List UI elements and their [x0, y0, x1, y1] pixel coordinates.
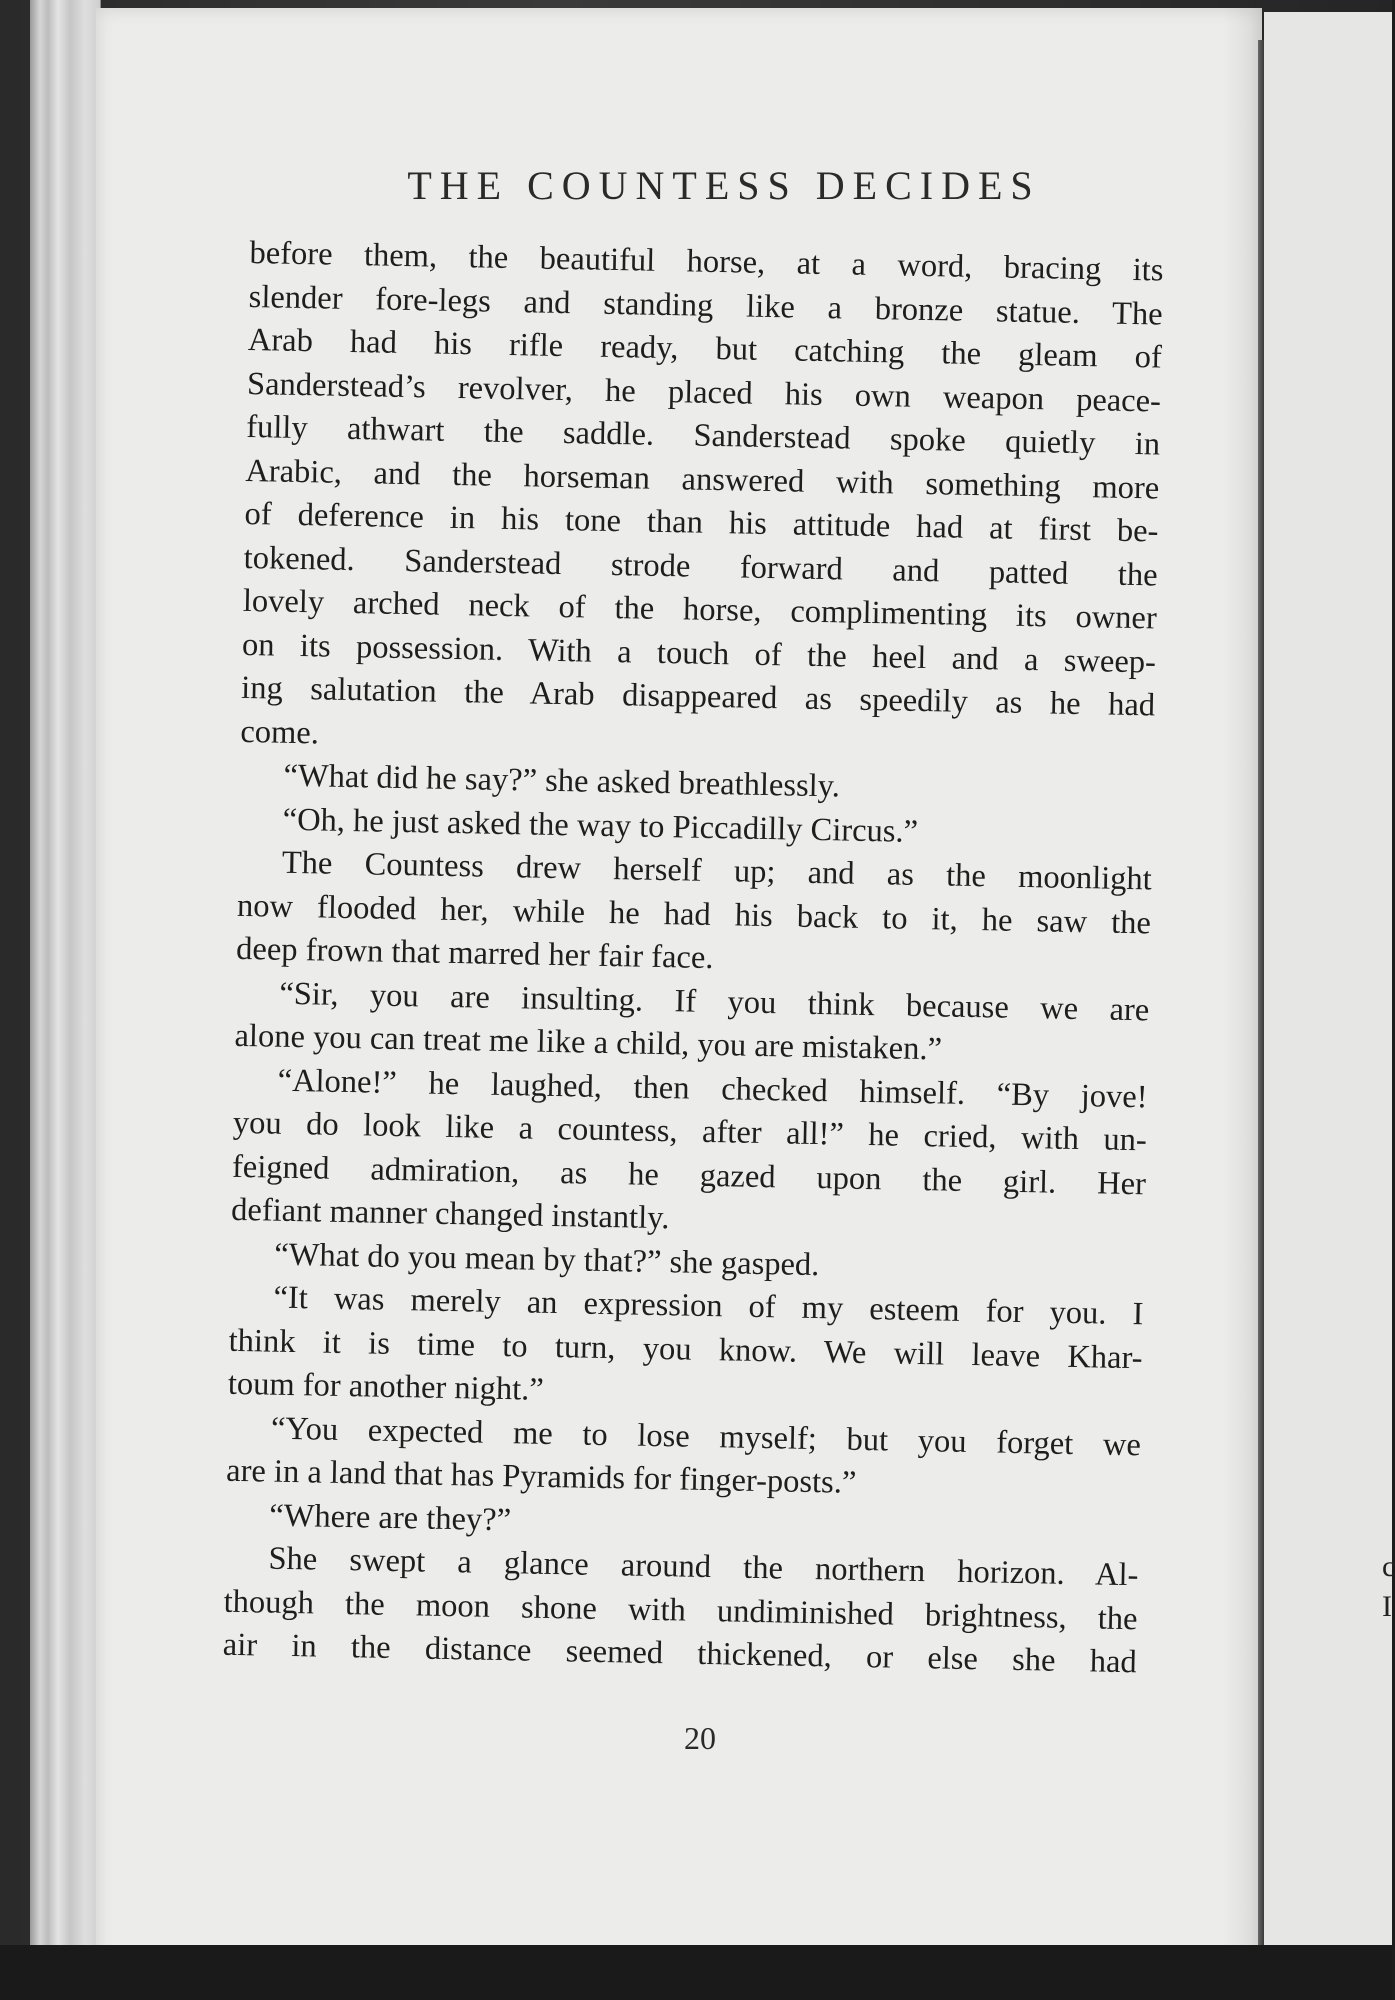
text-line: alone you can treat me like a child, you are mistaken.” — [234, 1017, 943, 1068]
text-line: you do look like a countess, after all!” he cried, with un- — [232, 1104, 1148, 1159]
text-line: on its possession. With a touch of the heel and a sweep- — [241, 626, 1157, 680]
text-line: think it is time to turn, you know. We will leave Khar- — [228, 1322, 1143, 1376]
text-line: “Oh, he just asked the way to Piccadilly Circus.” — [282, 801, 919, 850]
text-line: Arab had his rifle ready, but catching the gleam of — [247, 321, 1163, 376]
text-line: “Sir, you are insulting. If you think because we are — [279, 975, 1150, 1028]
text-line: “What did he say?” she asked breathlessly. — [283, 757, 841, 805]
text-line: are in a land that has Pyramids for finger-posts.” — [225, 1452, 857, 1501]
text-line: tokened. Sanderstead strode forward and patted the — [243, 539, 1158, 593]
text-line: though the moon shone with undiminished brightness, the — [223, 1583, 1138, 1637]
text-line: The Countess drew herself up; and as the moonlight — [281, 844, 1153, 898]
text-line: “You expected me to lose myself; but you forget we — [270, 1410, 1142, 1463]
text-line: come. — [240, 713, 320, 751]
running-head: THE COUNTESS DECIDES — [407, 163, 1041, 208]
text-line: fully athwart the saddle. Sanderstead spoke quietly in — [245, 408, 1161, 463]
book-left-edge — [30, 0, 101, 1945]
text-line: Arabic, and the horseman answered with something more — [245, 452, 1160, 506]
text-line: “What do you mean by that?” she gasped. — [274, 1236, 820, 1283]
text-line: Sanderstead’s revolver, he placed his own weapon peace- — [246, 365, 1162, 420]
text-line: air in the distance seemed thickened, or else she had — [222, 1626, 1138, 1681]
text-line: “Where are they?” — [269, 1497, 512, 1538]
page-body-text — [222, 232, 1163, 1685]
facing-page-edge — [1264, 12, 1395, 1972]
text-line: of deference in his tone than his attitude had at first be- — [244, 495, 1159, 550]
text-line: slender fore-legs and standing like a bronze statue. The — [248, 278, 1163, 333]
page-gutter-shade — [1222, 8, 1262, 1970]
text-line: now flooded her, while he had his back to it, he saw the — [236, 887, 1152, 941]
facing-page-glyph: c — [1382, 1550, 1395, 1583]
text-line: “It was merely an expression of my esteem for you. I — [273, 1279, 1144, 1333]
text-line: “Alone!” he laughed, then checked himself. “By jove! — [277, 1062, 1148, 1115]
scan-bottom-shadow — [0, 1945, 1392, 2000]
page-number: 20 — [684, 1720, 716, 1756]
text-line: lovely arched neck of the horse, complimenting its owner — [242, 582, 1158, 637]
facing-page-glyph: I — [1382, 1590, 1392, 1623]
text-line: deep frown that marred her fair face. — [235, 930, 714, 977]
text-line: defiant manner changed instantly. — [230, 1191, 670, 1237]
text-line: feigned admiration, as he gazed upon the girl. Her — [231, 1148, 1147, 1202]
text-line: toum for another night.” — [227, 1365, 545, 1408]
text-line: ing salutation the Arab disappeared as speedily as he had — [240, 669, 1156, 724]
text-line: She swept a glance around the northern horizon. Al- — [268, 1540, 1139, 1594]
text-line: before them, the beautiful horse, at a word, bracing its — [249, 234, 1164, 289]
